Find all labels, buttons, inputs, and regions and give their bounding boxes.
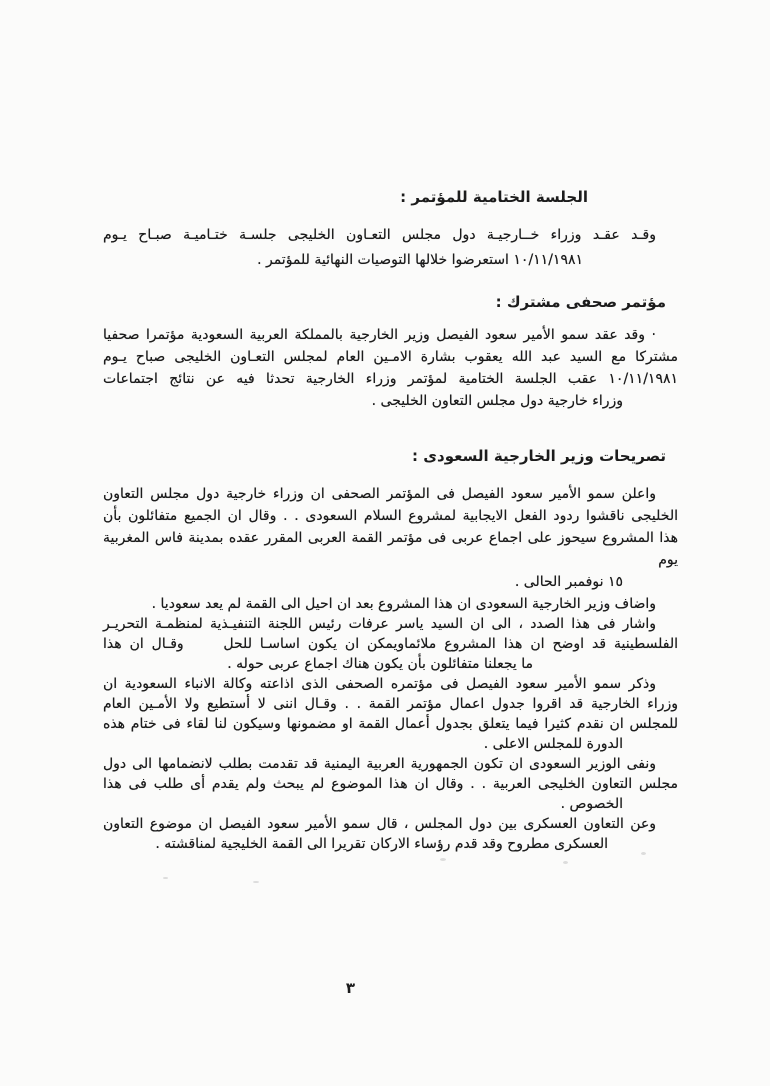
text-line: ما يجعلنا متفائلون بأن يكون هناك اجماع عربى حوله . [227, 656, 533, 672]
page-number: ٣ [345, 979, 356, 997]
section-heading: تصريحات وزير الخارجية السعودى : [412, 447, 666, 465]
paragraph [103, 814, 678, 854]
text-line: العسكرى مطروح وقد قدم رؤساء الاركان تقريرا الى القمة الخليجية لمناقشته . [155, 836, 608, 852]
text-line: ١٠/١١/١٩٨١ استعرضوا خلالها التوصيات النهائية للمؤتمر . [257, 252, 583, 268]
section-heading: مؤتمر صحفى مشترك : [495, 293, 666, 311]
text-line: ١٠/١١/١٩٨١ عقب الجلسة الختامية لمؤتمر وزراء الخارجية تحدثا فيه عن نتائج اجتماعات [103, 371, 678, 387]
text-line: وزراء الخارجية قد اقروا جدول اعمال مؤتمر القمة . . وقـال اننى لا أستطيع ولا الأمـين العام [103, 696, 678, 712]
text-line: الفلسطينية قد اوضح ان هذا المشروع ملائماويمكن ان يكون اساسـا للحل وقـال ان هذا [103, 636, 678, 652]
text-line: · وقد عقد سمو الأمير سعود الفيصل وزير الخارجية بالمملكة العربية السعودية مؤتمرا صحفيا [103, 327, 656, 343]
text-line: وقـد عقـد وزراء خــارجيـة دول مجلس التعـاون الخليجى جلسـة ختـاميـة صبـاح يـوم [103, 227, 656, 243]
paragraph [103, 614, 678, 674]
scan-artifact [563, 861, 568, 864]
text-line: واعلن سمو الأمير سعود الفيصل فى المؤتمر الصحفى ان وزراء خارجية دول مجلس التعاون [103, 486, 656, 502]
text-blocks [103, 187, 678, 854]
text-line: واضاف وزير الخارجية السعودى ان هذا المشروع بعد ان احيل الى القمة لم يعد سعوديا . [151, 596, 656, 612]
scan-artifact [440, 858, 446, 861]
text-line: وعن التعاون العسكرى بين دول المجلس ، قال سمو الأمير سعود الفيصل ان موضوع التعاون [103, 816, 656, 832]
text-line: الخصوص . [560, 796, 623, 812]
paragraph [103, 754, 678, 814]
text-line: للمجلس ان نقدم كثيرا فيما يتعلق بجدول أعمال القمة او مضمونها وسيكون لنا لقاء فى ختام هذه [103, 716, 678, 732]
paragraph [103, 674, 678, 754]
text-line: هذا المشروع سيحوز على اجماع عربى فى مؤتمر القمة العربى المقرر عقده بمدينة فاس المغربية يوم [103, 530, 678, 568]
text-line: ونفى الوزير السعودى ان تكون الجمهورية العربية اليمنية قد تقدمت بطلب لانضمامها الى دول [103, 756, 656, 772]
text-line: وذكر سمو الأمير سعود الفيصل فى مؤتمره الصحفى الذى اذاعته وكالة الانباء السعودية ان [103, 676, 656, 692]
paragraph [103, 324, 678, 412]
scan-artifact [163, 877, 168, 879]
text-line: الخليجى ناقشوا ردود الفعل الايجابية لمشروع السلام السعودى . . وقال ان الجميع متفائلون بأن [103, 508, 678, 524]
paragraph [103, 223, 678, 273]
scan-artifact [253, 881, 259, 883]
section-heading: الجلسة الختامية للمؤتمر : [400, 188, 588, 206]
text-line: الدورة للمجلس الاعلى . [483, 736, 623, 752]
text-line: مشتركا مع السيد عبد الله يعقوب بشارة الامـين العام لمجلس التعـاون الخليجى صباح يـوم [103, 349, 678, 365]
paragraph [103, 483, 678, 593]
text-line: ١٥ نوفمبر الحالى . [514, 574, 623, 590]
text-line: واشار فى هذا الصدد ، الى ان السيد ياسر عرفات رئيس اللجنة التنفيـذية لمنظمـة التحريـر [103, 616, 656, 632]
paragraph [103, 594, 678, 614]
scan-artifact [641, 852, 646, 855]
text-line: مجلس التعاون الخليجى العربية . . وقال ان هذا الموضوع لم يبحث ولم يقدم أى طلب فى هذا [103, 776, 678, 792]
text-line: وزراء خارجية دول مجلس التعاون الخليجى . [371, 393, 623, 409]
